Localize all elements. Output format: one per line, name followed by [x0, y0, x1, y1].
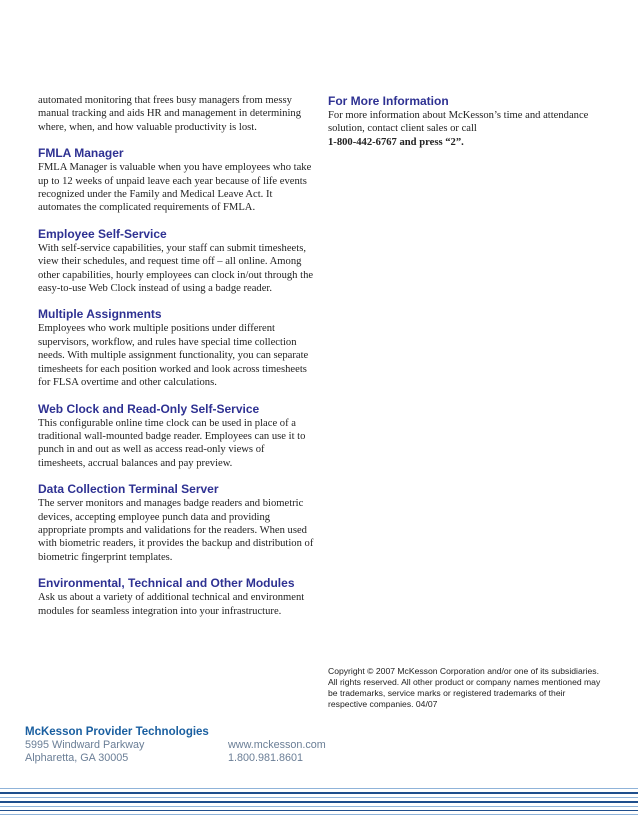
- section-heading: Environmental, Technical and Other Modules: [38, 576, 295, 591]
- section-fmla-manager: [38, 146, 314, 215]
- section-heading: FMLA Manager: [38, 146, 124, 161]
- section-heading: Web Clock and Read-Only Self-Service: [38, 401, 260, 416]
- section-data-collection-terminal-server: [38, 482, 314, 564]
- section-text: The server monitors and manages badge readers and biometric devices, accepting employee punch data and providing appropriate prompts and validations for the readers. When used with biometric readers, it provides the backup and distribution of biometric fingerprint templates.: [38, 498, 314, 563]
- more-info-text: For more information about McKesson’s time and attendance solution, contact client sales or call: [328, 110, 589, 135]
- section-text: Employees who work multiple positions under different supervisors, workflow, and rules have special time collection needs. With multiple assignment functionality, you can separate timesheets for each position worked and look across timesheets for FLSA overtime and other calculations.: [38, 323, 309, 389]
- section-environmental-modules: [38, 576, 314, 618]
- copyright-notice: Copyright © 2007 McKesson Corporation and/or one of its subsidiaries. All rights reserved. All other product or company names mentioned may be trademarks, service marks or registered trademarks of their respective companies. 04/07: [328, 666, 601, 709]
- footer-address-line1: 5995 Windward Parkway: [25, 739, 145, 751]
- right-column: [328, 94, 608, 149]
- section-text: This configurable online time clock can be used in place of a traditional wall-mounted badge reader. Employees can use it to punch in and out as well as access read-only views of timesheets, accrual balances and pay preview.: [38, 417, 306, 469]
- section-web-clock: [38, 402, 314, 471]
- stripe: [0, 788, 638, 789]
- left-column: [38, 94, 314, 630]
- stripe: [0, 792, 638, 794]
- section-employee-self-service: [38, 227, 314, 296]
- intro-section: [38, 94, 314, 134]
- footer-website: www.mckesson.com: [228, 739, 326, 751]
- more-info-heading: For More Information: [328, 94, 449, 108]
- more-info-phone: 1-800-442-6767 and press “2”.: [328, 136, 464, 148]
- section-text: Ask us about a variety of additional technical and environment modules for seamless integration into your infrastructure.: [38, 592, 305, 617]
- stripe: [0, 806, 638, 807]
- section-heading: Employee Self-Service: [38, 226, 167, 241]
- stripe: [0, 810, 638, 811]
- footer-phone: 1.800.981.8601: [228, 752, 304, 764]
- section-heading: Data Collection Terminal Server: [38, 482, 219, 497]
- section-text: FMLA Manager is valuable when you have employees who take up to 12 weeks of unpaid leave each year because of life events recognized under the Family and Medical Leave Act. It automates the complicated requirements of FMLA.: [38, 162, 312, 214]
- stripe: [0, 801, 638, 803]
- stripe: [0, 797, 638, 798]
- stripe: [0, 814, 638, 815]
- section-multiple-assignments: [38, 307, 314, 389]
- section-heading: Multiple Assignments: [38, 307, 162, 322]
- footer-address-line2: Alpharetta, GA 30005: [25, 752, 129, 764]
- footer-company-name: McKesson Provider Technologies: [25, 726, 209, 738]
- section-text: With self-service capabilities, your staff can submit timesheets, view their schedules, and request time off – all online. Among other capabilities, hourly employees can clock in/out through the easy-to-use Web Clock instead of using a badge reader.: [38, 242, 314, 295]
- intro-text: automated monitoring that frees busy managers from messy manual tracking and aids HR and management in determining where, when, and how valuable productivity is lost.: [38, 95, 302, 133]
- footer-decorative-stripes: [0, 786, 638, 826]
